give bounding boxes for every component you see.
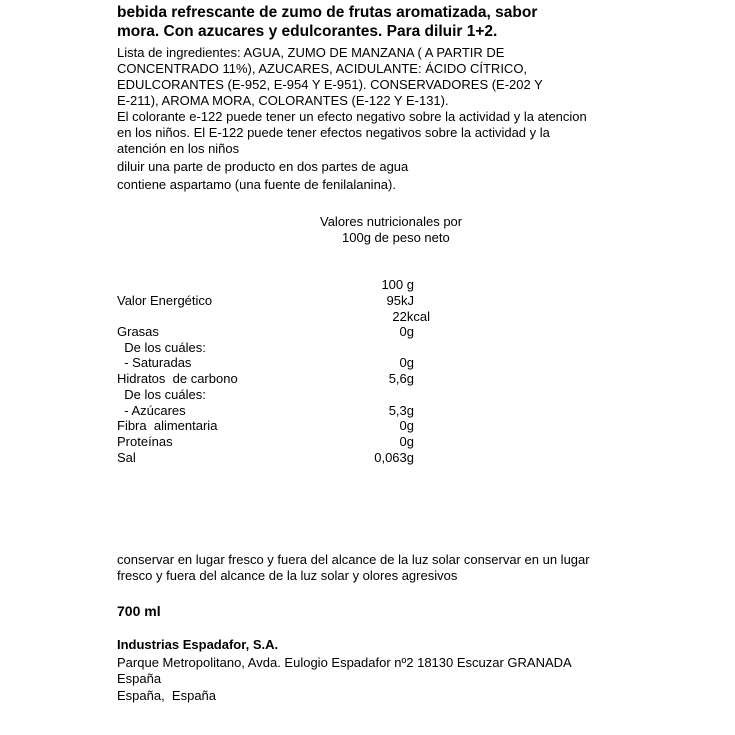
nutrient-label-protein: Proteínas <box>117 434 173 449</box>
warning-line-3: atención en los niños <box>117 141 240 156</box>
ingredients-line-3: EDULCORANTES (E-952, E-954 Y E-951). CONSERVADORES (E-202 Y <box>117 77 543 92</box>
manufacturer-address: Parque Metropolitano, Avda. Eulogio Espadafor nº2 18130 Escuzar GRANADA <box>117 655 572 670</box>
warning-line-2: en los niños. El E-122 puede tener efectos negativos sobre la actividad y la <box>117 125 550 140</box>
storage-line-1: conservar en lugar fresco y fuera del alcance de la luz solar conservar en un lugar <box>117 552 590 567</box>
net-volume: 700 ml <box>117 603 161 619</box>
nutrient-label-fat: Grasas <box>117 324 159 339</box>
storage-line-2: fresco y fuera del alcance de la luz solar y olores agresivos <box>117 568 458 583</box>
nutrient-value-salt: 0,063g <box>374 450 414 465</box>
dilution-instructions: diluir una parte de producto en dos partes de agua <box>117 159 409 174</box>
nutrient-value-carbohydrates: 5,6g <box>388 371 414 386</box>
energy-label: Valor Energético <box>117 293 213 308</box>
nutrition-column-label: 100 g <box>381 277 414 292</box>
nutrient-value-fibre: 0g <box>399 418 414 433</box>
nutrient-label-of-which-2: De los cuáles: <box>117 387 206 402</box>
nutrient-label-salt: Sal <box>117 450 136 465</box>
ingredients-line-1: Lista de ingredientes: AGUA, ZUMO DE MANZANA ( A PARTIR DE <box>117 45 505 60</box>
ingredients-line-4: E-211), AROMA MORA, COLORANTES (E-122 Y E-131). <box>117 93 449 108</box>
nutrient-value-sugars: 5,3g <box>388 403 414 418</box>
product-title-line-1: bebida refrescante de zumo de frutas aromatizada, sabor <box>117 4 538 21</box>
manufacturer-name: Industrias Espadafor, S.A. <box>117 637 279 652</box>
nutrient-value-saturated: 0g <box>399 355 414 370</box>
manufacturer-country-2: España, España <box>117 688 217 703</box>
nutrient-label-fibre: Fibra alimentaria <box>117 418 218 433</box>
nutrient-label-sugars: - Azúcares <box>117 403 186 418</box>
manufacturer-country-1: España <box>117 671 162 686</box>
nutrient-value-fat: 0g <box>399 324 414 339</box>
warning-line-1: El colorante e-122 puede tener un efecto negativo sobre la actividad y la atencion <box>117 109 587 124</box>
energy-kj-value: 95kJ <box>386 293 414 308</box>
aspartame-notice: contiene aspartamo (una fuente de fenilalanina). <box>117 177 396 192</box>
product-title-line-2: mora. Con azucares y edulcorantes. Para diluir 1+2. <box>117 23 498 40</box>
nutrient-label-saturated: - Saturadas <box>117 355 192 370</box>
nutrient-value-protein: 0g <box>399 434 414 449</box>
nutrient-label-of-which: De los cuáles: <box>117 340 206 355</box>
energy-kcal-value: 22kcal <box>392 309 430 324</box>
nutrient-label-carbohydrates: Hidratos de carbono <box>117 371 238 386</box>
ingredients-line-2: CONCENTRADO 11%), AZUCARES, ACIDULANTE: ÁCIDO CÍTRICO, <box>117 61 528 76</box>
nutrition-header-line-1: Valores nutricionales por <box>320 214 463 229</box>
nutrition-header-line-2: 100g de peso neto <box>342 230 450 245</box>
